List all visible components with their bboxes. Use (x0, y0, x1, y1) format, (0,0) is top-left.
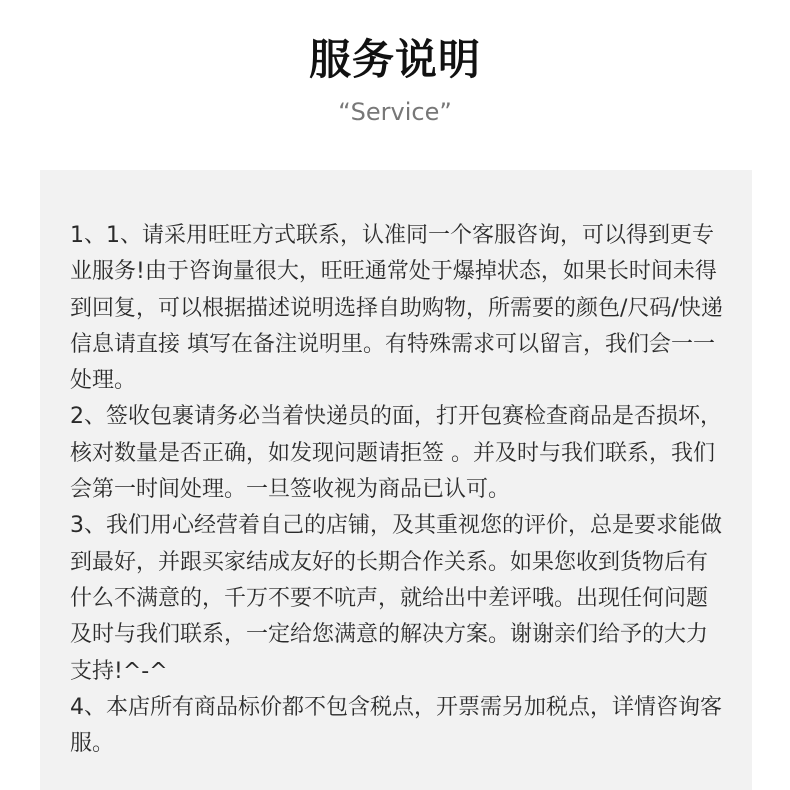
page-subtitle: “Service” (338, 98, 452, 126)
notice-item-4: 4、本店所有商品标价都不包含税点，开票需另加税点，详情咨询客服。 (70, 694, 722, 757)
notice-item-3: 3、我们用心经营着自己的店铺，及其重视您的评价，总是要求能做到最好，并跟买家结成友好的长期合作关系。如果您收到货物后有什么不满意的，千万不要不吭声，就给出中差评哦。出现任何问题及时与我们联系，一定给您满意的解决方案。谢谢亲们给予的大力支持!^-^ (70, 513, 722, 684)
page-title: 服务说明 (308, 35, 481, 84)
notice-panel (40, 170, 752, 790)
notice-text (70, 218, 726, 762)
notice-item-2: 2、签收包裹请务必当着快递员的面，打开包赛检查商品是否损坏，核对数量是否正确，如发现问题请拒签 。并及时与我们联系，我们会第一时间处理。一旦签收视为商品已认可。 (70, 404, 722, 503)
notice-item-1: 1、1、请采用旺旺方式联系，认准同一个客服咨询，可以得到更专业服务!由于咨询量很大，旺旺通常处于爆掉状态，如果长时间未得到回复，可以根据描述说明选择自助购物，所需要的颜色/尺码/快递信息请直接 填写在备注说明里。有特殊需求可以留言，我们会一一处理。 (70, 223, 723, 394)
